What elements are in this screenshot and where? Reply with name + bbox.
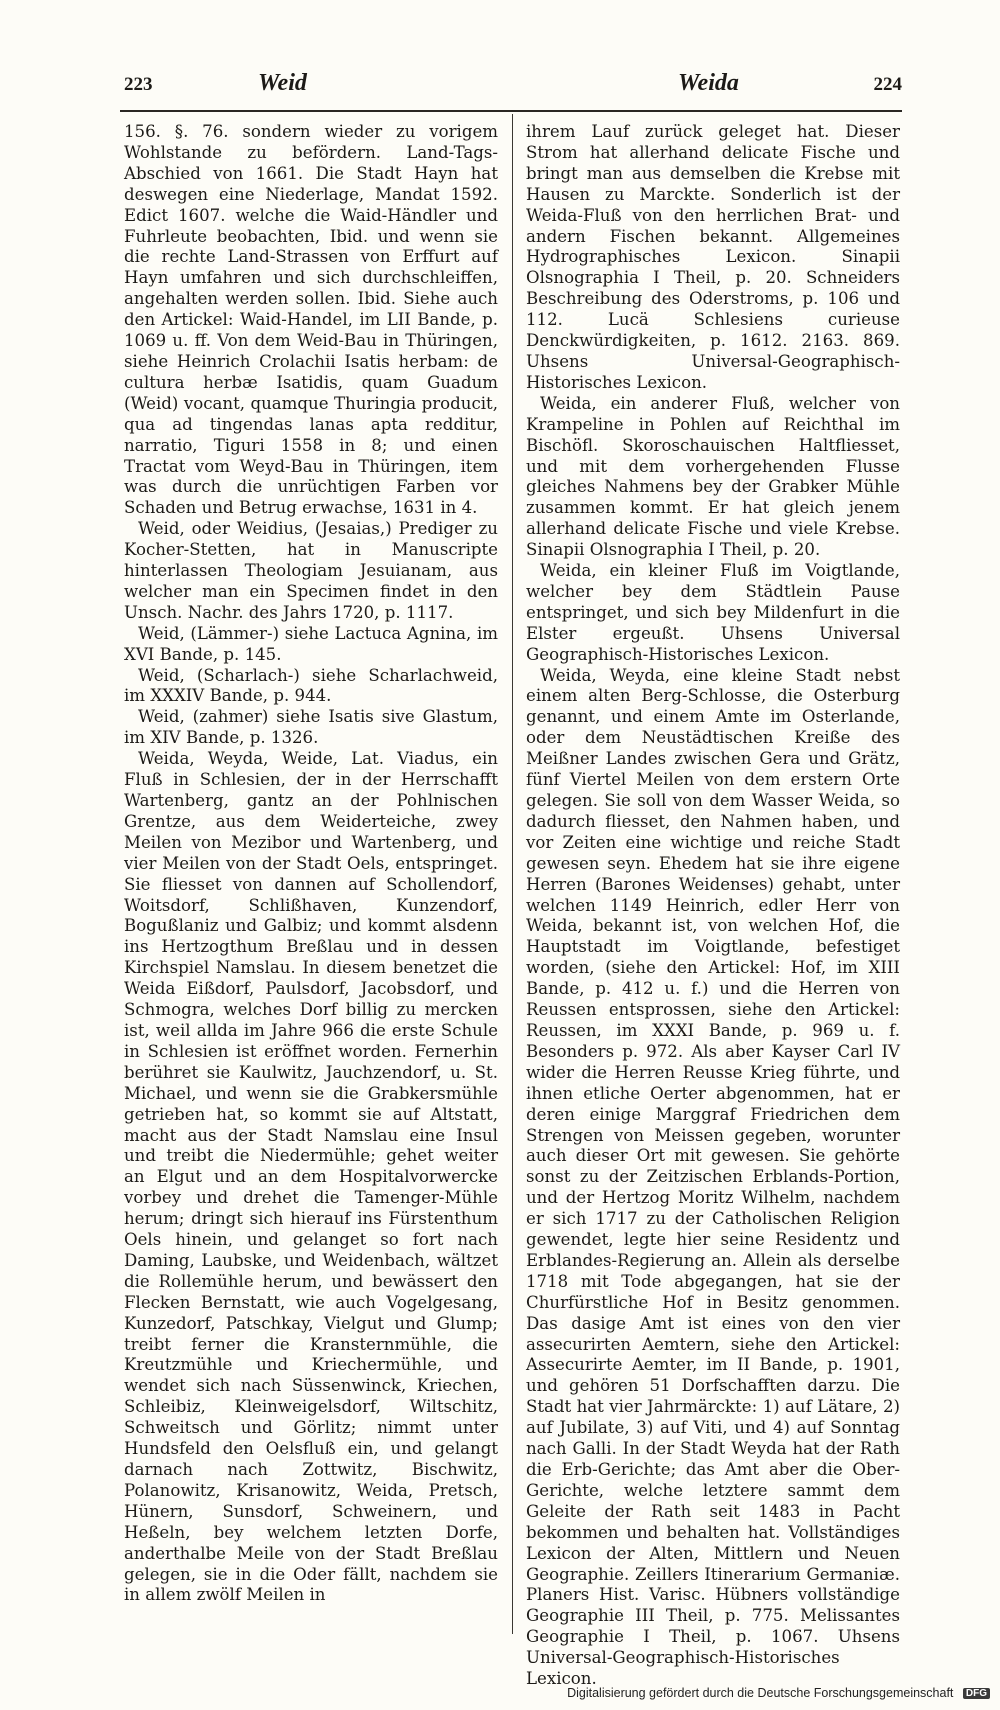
catchword-left: Weid (258, 70, 307, 96)
page-number-left: 223 (124, 74, 153, 95)
right-paragraph: Weida, Weyda, eine kleine Stadt nebst einem alten Berg-Schlosse, die Osterburg genannt, und einem Amte im Osterlande, oder dem Neustädtischen Kreiße des Meißner Landes zwischen Gera und Grätz, fünf Viertel Meilen von dem erstern Orte gelegen. Sie soll von dem Wasser Weida, so dadurch fliesset, den Nahmen haben, und vor Zeiten eine wichtige und reiche Stadt gewesen seyn. Ehedem hat sie ihre eigene Herren (Barones Weidenses) gehabt, unter welchen 1149 Heinrich, edler Herr von Weida, bekannt ist, von welchen Hof, die Hauptstadt im Voigtlande, befestiget worden, (siehe den Artickel: Hof, im XIII Bande, p. 412 u. f.) und die Herren von Reussen entsprossen, siehe den Artickel: Reussen, im XXXI Bande, p. 969 u. f. Besonders p. 972. Als aber Kayser Carl IV wider die Herren Reusse Krieg führte, und ihnen etliche Oerter abgenommen, hat er deren einige Marggraf Friedrichen dem Strengen von Meissen gegeben, worunter auch dieser Ort mit gewesen. Sie gehörte sonst zu der Zeitzischen Erblands-Portion, und der Hertzog Moritz Wilhelm, nachdem er sich 1717 zu der Catholischen Religion gewendet, legte hier seine Residentz und Erblandes-Regierung an. Allein als derselbe 1718 mit Tode abgegangen, hat sie der Churfürstliche Hof in Besitz genommen. Das dasige Amt ist eines von den vier assecurirten Aemtern, siehe den Artickel: Assecurirte Aemter, im II Bande, p. 1901, und gehören 51 Dorfschafften darzu. Die Stadt hat vier Jahrmärckte: 1) auf Lätare, 2) auf Jubilate, 3) auf Viti, und 4) auf Sonntag nach Galli. In der Stadt Weyda hat der Rath die Erb-Gerichte; das Amt aber die Ober-Gerichte, welche letztere sammt dem Geleite der Rath seit 1483 in Pacht bekommen und behalten hat. Vollständiges Lexicon der Alten, Mittlern und Neuen Geographie. Zeillers Itinerarium Germaniæ. Planers Hist. Varisc. Hübners vollständige Geographie III Theil, p. 775. Melissantes Geographie I Theil, p. 1067. Uhsens Universal-Geographisch-Historisches Lexicon. (526, 665, 900, 1689)
footer-text: Digitalisierung gefördert durch die Deutsche Forschungsgemeinschaft (567, 1686, 954, 1700)
left-paragraph: Weida, Weyda, Weide, Lat. Viadus, ein Fluß in Schlesien, der in der Herrschafft Wartenberg, gantz an der Pohlnischen Grentze, aus dem Weiderteiche, zwey Meilen von Mezibor und Wartenberg, und vier Meilen von der Stadt Oels, entspringet. Sie fliesset von dannen auf Schollendorf, Woitsdorf, Schlißhaven, Kunzendorf, Bogußlaniz und Galbiz; und kommt alsdenn ins Hertzogthum Breßlau und in dessen Kirchspiel Namslau. In diesem benetzet die Weida Eißdorf, Paulsdorf, Jacobsdorf, und Schmogra, welches Dorf billig zu mercken ist, weil allda im Jahre 966 die erste Schule in Schlesien ist eröffnet worden. Fernerhin berühret sie Kaulwitz, Jauchzendorf, u. St. Michael, und wenn sie die Grabkersmühle getrieben hat, so kommt sie auf Altstatt, macht aus der Stadt Namslau eine Insul und treibt die Niedermühle; gehet weiter an Elgut und an dem Hospitalvorwercke vorbey und drehet die Tamenger-Mühle herum; dringt sich hierauf ins Fürstenthum Oels hinein, und gelanget so fort nach Daming, Laubske, und Weidenbach, wältzet die Rollemühle herum, und bewässert den Flecken Bernstatt, wie auch Vogelgesang, Kunzedorf, Patschkay, Vielgut und Glump; treibt ferner die Kransternmühle, die Kreutzmühle und Kriechermühle, und wendet sich nach Süssenwinck, Kriechen, Schleibiz, Kleinweigelsdorf, Wiltschitz, Schweitsch und Görlitz; nimmt unter Hundsfeld den Oelsfluß ein, und gelangt darnach nach Zottwitz, Bischwitz, Polanowitz, Krisanowitz, Weida, Pretsch, Hünern, Sunsdorf, Schweinern, und Heßeln, bey welchem letzten Dorfe, anderthalbe Meile von der Stadt Breßlau gelegen, sie in die Oder fällt, nachdem sie in allem zwölf Meilen in (124, 749, 498, 1605)
right-column (526, 122, 900, 1690)
column-divider (512, 114, 513, 1634)
catchword-right: Weida (678, 70, 739, 96)
header-rule (120, 110, 902, 112)
left-paragraph: Weid, (zahmer) siehe Isatis sive Glastum, im XIV Bande, p. 1326. (124, 707, 498, 748)
left-paragraph: Weid, (Scharlach-) siehe Scharlachweid, im XXXIV Bande, p. 944. (124, 665, 498, 706)
left-column (124, 122, 498, 1606)
left-paragraph: 156. §. 76. sondern wieder zu vorigem Wohlstande zu befördern. Land-Tags-Abschied von 1661. Die Stadt Hayn hat deswegen eine Niederlage, Mandat 1592. Edict 1607. welche die Waid-Händler und Fuhrleute beobachten, Ibid. und wenn sie die rechte Land-Strassen von Erffurt auf Hayn umfahren und sich durchschleiffen, angehalten werden sollen. Ibid. Siehe auch den Artickel: Waid-Handel, im LII Bande, p. 1069 u. ff. Von dem Weid-Bau in Thüringen, siehe Heinrich Crolachii Isatis herbam: de cultura herbæ Isatidis, quam Guadum (Weid) vocant, quamque Thuringia producit, qua ad tingendas lanas apta redditur, narratio, Tiguri 1558 in 8; und einen Tractat vom Weyd-Bau in Thüringen, item was durch die unrüchtigen Farben vor Schaden und Betrug erwachse, 1631 in 4. (124, 122, 498, 518)
page-number-right: 224 (873, 74, 902, 95)
digitization-footer (454, 1686, 990, 1704)
right-paragraph: Weida, ein anderer Fluß, welcher von Krampeline in Pohlen auf Reichthal im Bischöfl. Skoroschauischen Haltfliesset, und mit dem vorhergehenden Flusse gleiches Nahmens bey der Grabker Mühle zusammen kommt. Er hat gleich jenem allerhand delicate Fische und viele Krebse. Sinapii Olsnographia I Theil, p. 20. (526, 393, 900, 560)
dfg-logo: DFG (963, 1688, 990, 1699)
right-paragraph: Weida, ein kleiner Fluß im Voigtlande, welcher bey dem Städtlein Pause entspringet, und sich bey Mildenfurt in die Elster ergeußt. Uhsens Universal Geographisch-Historisches Lexicon. (526, 561, 900, 664)
page-header (122, 70, 902, 108)
left-paragraph: Weid, oder Weidius, (Jesaias,) Prediger zu Kocher-Stetten, hat in Manuscripte hinterlassen Theologiam Jesuianam, aus welcher man ein Specimen findet in den Unsch. Nachr. des Jahrs 1720, p. 1117. (124, 519, 498, 622)
right-paragraph: ihrem Lauf zurück geleget hat. Dieser Strom hat allerhand delicate Fische und bringt man aus demselben die Krebse mit Hausen zu Marckte. Sonderlich ist der Weida-Fluß von den herrlichen Brat- und andern Fischen bekannt. Allgemeines Hydrographisches Lexicon. Sinapii Olsnographia I Theil, p. 20. Schneiders Beschreibung des Oderstroms, p. 106 und 112. Lucä Schlesiens curieuse Denckwürdigkeiten, p. 1612. 2163. 869. Uhsens Universal-Geographisch-Historisches Lexicon. (526, 122, 900, 392)
left-paragraph: Weid, (Lämmer-) siehe Lactuca Agnina, im XVI Bande, p. 145. (124, 623, 498, 664)
